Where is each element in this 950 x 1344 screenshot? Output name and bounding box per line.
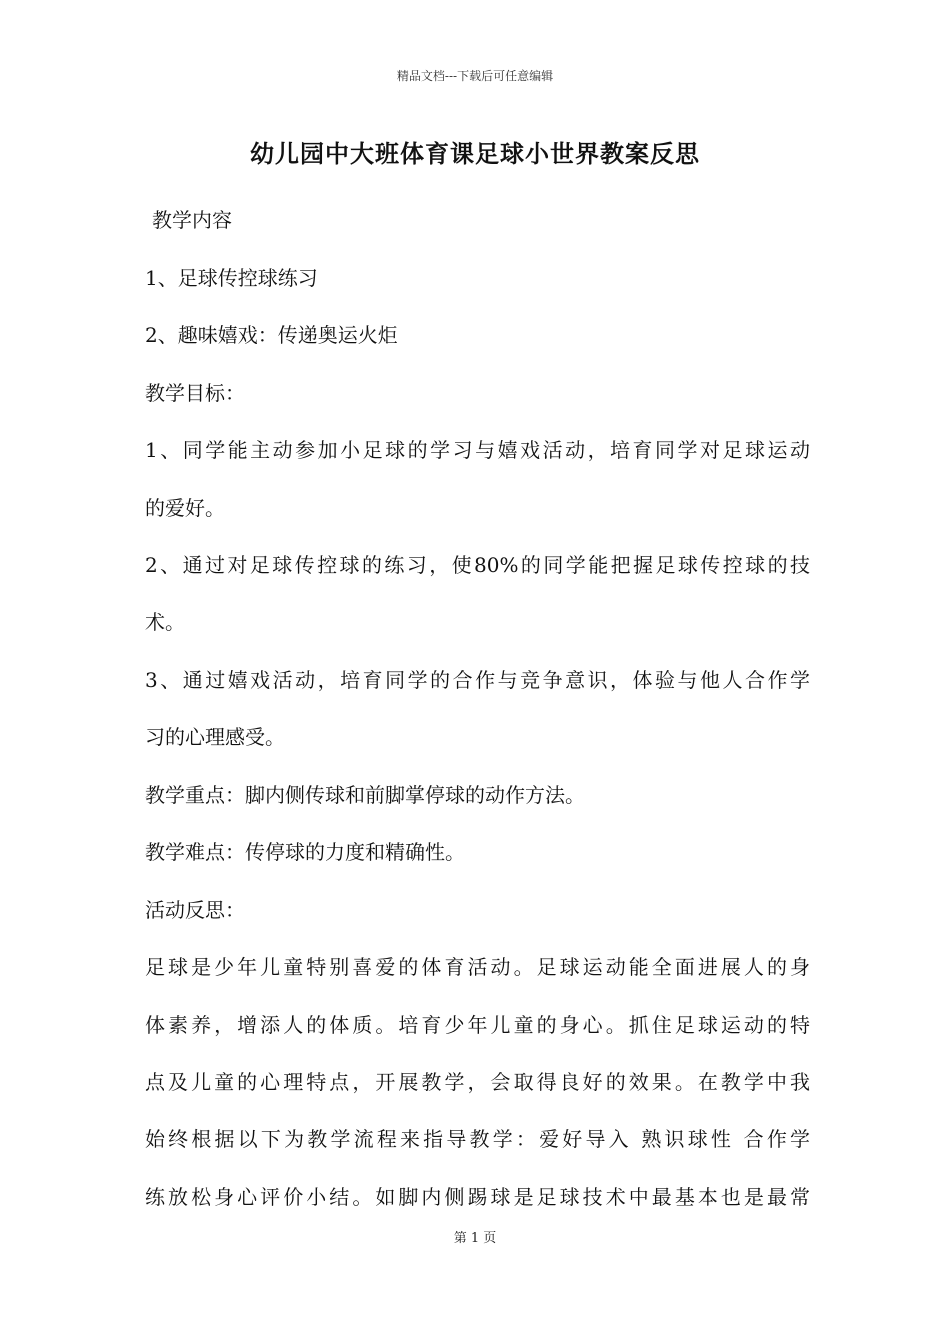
body-line: 2、趣味嬉戏：传递奥运火炬 [145,323,398,347]
body-line: 活动反思： [145,898,245,922]
body-line: 练放松身心评价小结。如脚内侧踢球是足球技术中最基本也是最常 [145,1185,810,1209]
body-line: 教学内容 [152,208,232,232]
page-header: 精品文档---下载后可任意编辑 [396,69,554,83]
body-line: 教学目标： [145,381,245,405]
body-line: 教学难点：传停球的力度和精确性。 [145,840,465,864]
body-line: 教学重点：脚内侧传球和前脚掌停球的动作方法。 [145,783,585,807]
body-line: 习的心理感受。 [145,725,285,749]
body-line: 2、通过对足球传控球的练习，使80%的同学能把握足球传控球的技 [145,553,810,577]
body-line: 3、通过嬉戏活动，培育同学的合作与竞争意识，体验与他人合作学 [145,668,810,692]
body-line: 始终根据以下为教学流程来指导教学：爱好导入 熟识球性 合作学 [145,1127,810,1151]
body-line: 术。 [145,610,185,634]
body-line: 体素养，增添人的体质。培育少年儿童的身心。抓住足球运动的特 [145,1013,810,1037]
body-line: 足球是少年儿童特别喜爱的体育活动。足球运动能全面进展人的身 [145,955,810,979]
body-line: 点及儿童的心理特点，开展教学，会取得良好的效果。在教学中我 [145,1070,810,1094]
body-line: 的爱好。 [145,496,225,520]
page-number: 第 1 页 [453,1231,497,1246]
body-line: 1、足球传控球练习 [145,266,318,290]
body-line: 1、同学能主动参加小足球的学习与嬉戏活动，培育同学对足球运动 [145,438,810,462]
document-title: 幼儿园中大班体育课足球小世界教案反思 [250,139,700,168]
